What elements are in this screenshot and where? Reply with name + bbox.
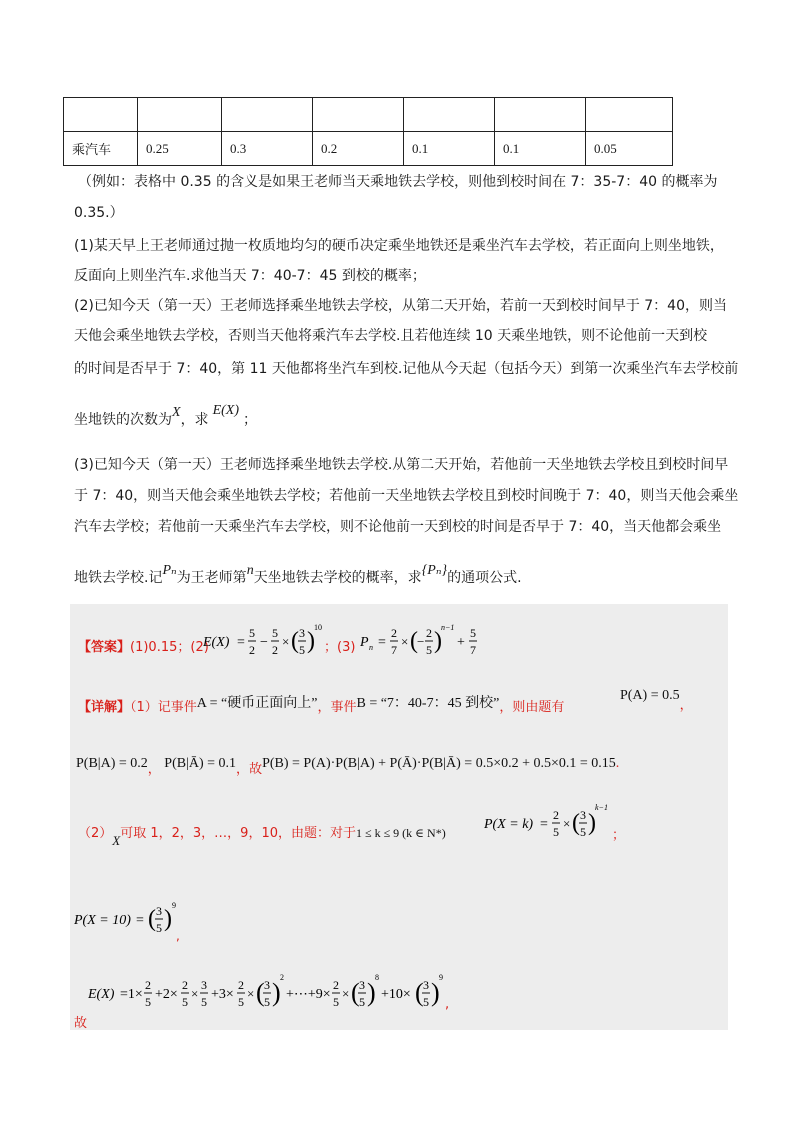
svg-text:=1×: =1× xyxy=(120,987,143,1002)
table-cell: 0.1 xyxy=(404,132,495,166)
svg-text:): ) xyxy=(307,628,315,654)
svg-text:=: = xyxy=(136,913,144,928)
svg-text:3: 3 xyxy=(580,808,586,822)
px10-value xyxy=(74,900,184,949)
table-cell xyxy=(586,98,673,132)
svg-text:+: + xyxy=(457,635,465,650)
detail-text: ，事件 xyxy=(317,700,357,715)
svg-text:=: = xyxy=(540,817,548,832)
svg-text:×: × xyxy=(563,816,571,831)
svg-text:9: 9 xyxy=(439,973,443,982)
table-cell: 0.2 xyxy=(313,132,404,166)
svg-text:8: 8 xyxy=(375,973,379,982)
pxk-formula-graphic xyxy=(484,802,614,846)
expectation-symbol: E(X) xyxy=(212,403,239,418)
answer-tag: 【答案】 xyxy=(78,640,131,655)
period: . xyxy=(615,756,620,771)
svg-text:): ) xyxy=(272,978,281,1007)
example-line-1: （例如：表格中 0.35 的含义是如果王老师当天乘地铁去学校，则他到校时间在 7：35-7：40 的概率为 xyxy=(78,174,718,190)
event-b: B = “7：40-7：45 到校” xyxy=(356,696,500,711)
svg-text:5: 5 xyxy=(238,995,244,1009)
svg-text:×: × xyxy=(191,986,199,1001)
svg-text:2: 2 xyxy=(145,978,151,992)
svg-text:5: 5 xyxy=(553,825,559,839)
svg-text:(: ( xyxy=(572,810,580,836)
svg-text:2: 2 xyxy=(391,626,397,640)
gu-text: 故 xyxy=(74,1016,88,1031)
gu-text: 故 xyxy=(249,762,263,777)
q2-text: 坐地铁的次数为 xyxy=(74,412,172,428)
svg-text:×: × xyxy=(247,986,255,1001)
ex-formula-graphic xyxy=(203,622,323,662)
svg-text:3: 3 xyxy=(201,978,207,992)
q2-text: ； xyxy=(243,412,257,428)
q1-line-2: 反面向上则坐汽车.求他当天 7：40-7：45 到校的概率； xyxy=(74,268,426,284)
svg-text:2: 2 xyxy=(280,973,284,982)
svg-text:+2×: +2× xyxy=(155,987,178,1002)
detail-text: 可取 1，2，3，…，9，10，由题：对于 xyxy=(120,826,356,841)
comma: ， xyxy=(147,762,161,777)
svg-text:5: 5 xyxy=(201,995,207,1009)
k-range: 1 ≤ k ≤ 9 (k ∈ N*) xyxy=(356,826,446,840)
svg-text:2: 2 xyxy=(333,978,339,992)
svg-text:P(X = k): P(X = k) xyxy=(484,817,534,832)
svg-text:,: , xyxy=(445,997,450,1012)
example-line-2: 0.35.） xyxy=(74,205,124,221)
svg-text:,: , xyxy=(176,929,180,943)
table-cell xyxy=(138,98,222,132)
svg-text:2: 2 xyxy=(272,643,278,657)
svg-text:5: 5 xyxy=(423,995,429,1009)
detail-text: （1）记事件 xyxy=(130,700,197,715)
px10-formula-graphic xyxy=(74,900,184,944)
table-cell: 0.25 xyxy=(138,132,222,166)
svg-text:×: × xyxy=(401,634,409,649)
svg-text:5: 5 xyxy=(272,626,278,640)
ex-sum xyxy=(88,968,488,1023)
table-row xyxy=(64,98,673,132)
svg-text:5: 5 xyxy=(156,921,162,935)
svg-text:5: 5 xyxy=(580,825,586,839)
q3-text: 为王老师第 xyxy=(176,570,247,586)
detail-line-2 xyxy=(76,752,620,777)
svg-text:7: 7 xyxy=(470,643,476,657)
q2-line-2: 天他会乘坐地铁去学校，否则当天他将乘汽车去学校.且若他连续 10 天乘坐地铁，则不论他前一天到校 xyxy=(74,328,708,344)
svg-text:): ) xyxy=(588,810,596,836)
svg-text:n−1: n−1 xyxy=(441,623,455,632)
svg-text:n: n xyxy=(369,643,373,652)
svg-text:P(X = 10): P(X = 10) xyxy=(74,913,131,928)
probability-table xyxy=(63,97,673,166)
svg-text:=: = xyxy=(237,635,245,650)
q2-line-3: 的时间是否早于 7：40，第 11 天他都将坐汽车到校.记他从今天起（包括今天）到第一次乘坐汽车去学校前 xyxy=(74,361,739,377)
svg-text:7: 7 xyxy=(391,643,397,657)
svg-text:5: 5 xyxy=(359,995,365,1009)
svg-text:3: 3 xyxy=(299,626,305,640)
detail-text: ，则由题有 xyxy=(499,700,565,715)
q3-text: 的通项公式. xyxy=(447,570,522,586)
solution-box xyxy=(70,604,728,1030)
q2-line-1: (2)已知今天（第一天）王老师选择乘坐地铁去学校，从第二天开始，若前一天到校时间早于 7：40，则当 xyxy=(74,298,728,314)
answer-line xyxy=(78,636,209,655)
svg-text:2: 2 xyxy=(249,643,255,657)
detail-text: （2） xyxy=(78,826,113,841)
answer-sep: ；(3) xyxy=(324,640,356,655)
svg-text:(: ( xyxy=(291,628,299,654)
comma: ， xyxy=(236,762,250,777)
svg-text:3: 3 xyxy=(359,978,365,992)
svg-text:k−1: k−1 xyxy=(595,803,608,812)
svg-text:): ) xyxy=(434,628,442,654)
svg-text:): ) xyxy=(367,978,376,1007)
table-cell: 0.05 xyxy=(586,132,673,166)
svg-text:E(X): E(X) xyxy=(203,635,230,650)
q3-line-4 xyxy=(74,563,522,589)
svg-text:5: 5 xyxy=(299,643,305,657)
q3-text: 天坐地铁去学校的概率，求 xyxy=(253,570,422,586)
table-cell xyxy=(404,98,495,132)
comma: ， xyxy=(679,698,693,713)
svg-text:5: 5 xyxy=(264,995,270,1009)
svg-text:=: = xyxy=(378,635,386,650)
var-x: X xyxy=(112,833,121,848)
pa-value xyxy=(620,684,693,713)
svg-text:2: 2 xyxy=(182,978,188,992)
q2-text: ，求 xyxy=(180,412,209,428)
table-cell: 0.3 xyxy=(222,132,313,166)
ex-sum-graphic xyxy=(88,968,488,1018)
pn-symbol: Pₙ xyxy=(162,563,177,578)
svg-text:+⋯+9×: +⋯+9× xyxy=(286,987,331,1002)
svg-text:3: 3 xyxy=(264,978,270,992)
svg-text:): ) xyxy=(431,978,440,1007)
q3-line-2: 于 7：40，则当天他会乘坐地铁去学校；若他前一天坐地铁去学校且到校时间晚于 7：40，则当天他会乘坐 xyxy=(74,488,739,504)
semicolon: ； xyxy=(612,828,626,843)
q2-line-4 xyxy=(74,403,257,431)
n-symbol: n xyxy=(246,563,254,578)
svg-text:): ) xyxy=(164,906,172,932)
svg-text:5: 5 xyxy=(182,995,188,1009)
svg-text:−: − xyxy=(260,635,268,650)
svg-text:2: 2 xyxy=(553,808,559,822)
svg-text:+3×: +3× xyxy=(211,987,234,1002)
svg-text:5: 5 xyxy=(470,626,476,640)
event-a: A = “硬币正面向上” xyxy=(196,696,318,711)
svg-text:2: 2 xyxy=(426,626,432,640)
svg-text:(: ( xyxy=(256,978,265,1007)
svg-text:(: ( xyxy=(415,978,424,1007)
pxk-value xyxy=(484,802,614,851)
q3-text: 地铁去学校.记 xyxy=(74,570,163,586)
table-cell xyxy=(495,98,586,132)
svg-text:(: ( xyxy=(148,906,156,932)
q3-line-3: 汽车去学校；若他前一天乘坐汽车去学校，则不论他前一天到校的时间是否早于 7：40，当天他都会乘坐 xyxy=(74,519,722,535)
pba-formula: P(B|A) = 0.2 xyxy=(76,756,148,771)
svg-text:3: 3 xyxy=(423,978,429,992)
svg-text:E(X): E(X) xyxy=(88,987,115,1002)
row-label: 乘汽车 xyxy=(64,132,138,166)
svg-text:5: 5 xyxy=(145,995,151,1009)
svg-text:−: − xyxy=(417,634,425,649)
svg-text:3: 3 xyxy=(156,904,162,918)
svg-text:P: P xyxy=(360,635,369,650)
sequence-symbol: {Pₙ} xyxy=(421,563,448,578)
svg-text:5: 5 xyxy=(249,626,255,640)
table-cell xyxy=(64,98,138,132)
svg-text:9: 9 xyxy=(172,901,176,910)
answer-text: (1)0.15；(2) xyxy=(130,640,209,655)
detail-tag: 【详解】 xyxy=(78,700,131,715)
detail-line-1 xyxy=(78,696,564,716)
svg-text:(: ( xyxy=(410,628,418,654)
pa-formula: P(A) = 0.5 xyxy=(620,688,680,703)
svg-text:5: 5 xyxy=(426,643,432,657)
q3-line-1: (3)已知今天（第一天）王老师选择乘坐地铁去学校.从第二天开始，若他前一天坐地铁去学校且到校时间早 xyxy=(74,457,729,473)
detail-line-3 xyxy=(78,822,446,848)
svg-text:(: ( xyxy=(351,978,360,1007)
svg-text:2: 2 xyxy=(238,978,244,992)
svg-text:×: × xyxy=(282,634,290,649)
table-row xyxy=(64,132,673,166)
svg-text:10: 10 xyxy=(314,623,322,632)
pbna-formula: P(B|Ā) = 0.1 xyxy=(164,756,237,771)
table-cell: 0.1 xyxy=(495,132,586,166)
svg-text:5: 5 xyxy=(333,995,339,1009)
svg-text:×: × xyxy=(342,986,350,1001)
svg-text:+10×: +10× xyxy=(381,987,411,1002)
table-cell xyxy=(313,98,404,132)
answer-pn-formula xyxy=(360,622,485,667)
q1-line-1: (1)某天早上王老师通过抛一枚质地均匀的硬币决定乘坐地铁还是乘坐汽车去学校，若正面向上则坐地铁， xyxy=(74,238,724,254)
answer-ex-formula xyxy=(203,622,323,667)
pn-formula-graphic xyxy=(360,622,485,662)
pb-formula: P(B) = P(A)·P(B|A) + P(Ā)·P(B|Ā) = 0.5×0.2 + 0.5×0.1 = 0.15 xyxy=(262,756,616,771)
table-cell xyxy=(222,98,313,132)
var-x: X xyxy=(172,405,181,420)
